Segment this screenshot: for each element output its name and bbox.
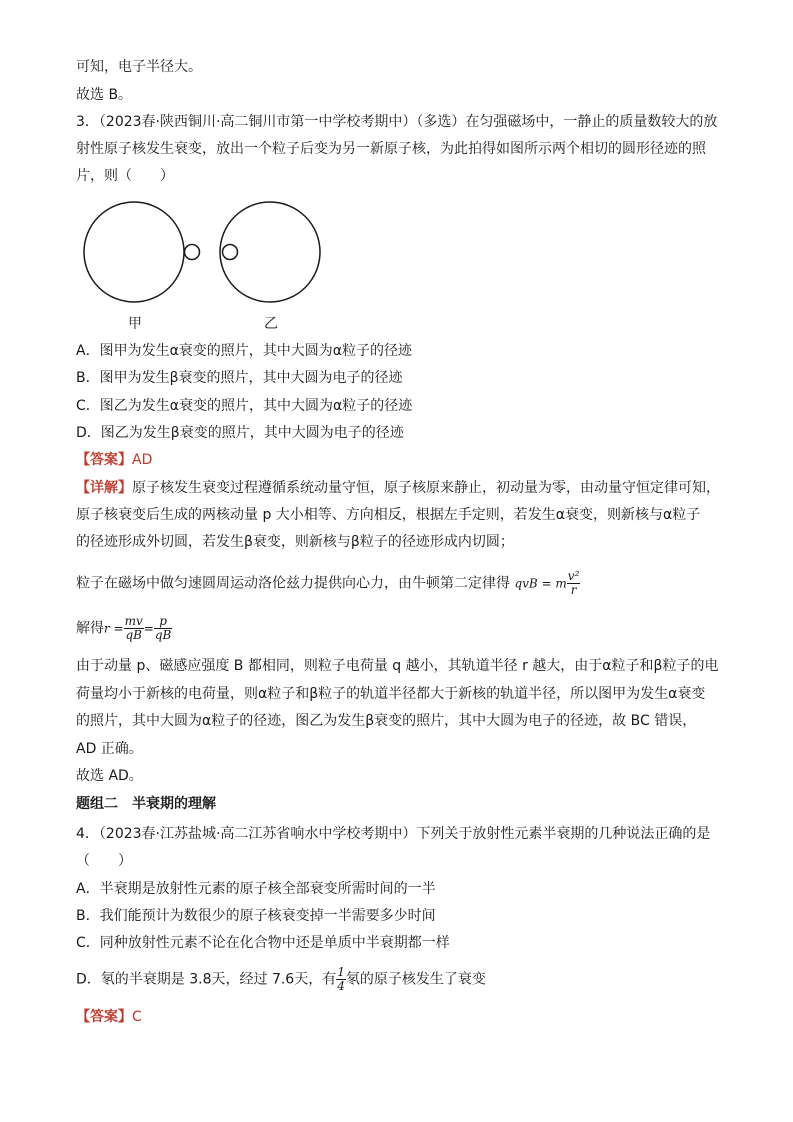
detail-tag: 【详解】 xyxy=(76,480,132,496)
fraction-denominator: qB xyxy=(125,628,142,642)
q4-answer xyxy=(76,1008,142,1026)
fraction-denominator: r xyxy=(570,583,577,597)
q4-option-c: C．同种放射性元素不论在化合物中还是单质中半衰期都一样 xyxy=(76,935,450,951)
fraction-denominator: qB xyxy=(154,628,172,642)
q3-option-a: A．图甲为发生α衰变的照片，其中大圆为α粒子的径迹 xyxy=(76,343,413,359)
fraction-numerator: v² xyxy=(567,569,580,583)
q4-stem-line-2: （ ） xyxy=(76,853,132,869)
figure-a-large-circle xyxy=(84,202,184,302)
equation-equals: = xyxy=(143,621,154,636)
q3-detail-line-3: 的径迹形成外切圆，若发生β衰变，则新核与β粒子的径迹形成内切圆； xyxy=(76,534,514,550)
q3-detail-line-1 xyxy=(76,479,720,497)
q3-answer xyxy=(76,451,152,469)
detail-text-4: 粒子在磁场中做匀速圆周运动洛伦兹力提供向心力，由牛顿第二定律得 xyxy=(76,575,510,592)
figure-b-label: 乙 xyxy=(264,316,278,332)
equation-radius-fraction-2 xyxy=(154,615,173,642)
q3-detail-line-7: 的照片，其中大圆为α粒子的径迹，图乙为发生β衰变的照片，其中大圆为电子的径迹，故 BC 错误， xyxy=(76,713,697,729)
answer-tag: 【答案】 xyxy=(76,452,132,468)
figure-a-label: 甲 xyxy=(128,316,142,332)
figure-a-small-circle xyxy=(185,245,200,260)
answer-value: AD xyxy=(132,452,153,468)
tangent-circles-figure xyxy=(80,196,330,336)
q3-detail-line-8: AD 正确。 xyxy=(76,741,143,757)
equation-newton-lhs: qvB = m xyxy=(514,576,567,591)
figure-b-large-circle xyxy=(220,202,320,302)
q3-solve-line xyxy=(76,615,172,642)
option-d-prefix: D．氡的半衰期是 3.8天，经过 7.6天，有 xyxy=(76,971,337,988)
q3-conclusion: 故选 AD。 xyxy=(76,768,143,784)
q3-stem-line-2: 射性原子核发生衰变，放出一个粒子后变为另一新原子核，为此拍得如图所示两个相切的圆形径迹的照 xyxy=(76,141,706,157)
fraction-numerator: 1 xyxy=(337,965,345,979)
fraction-numerator: p xyxy=(154,615,173,629)
equation-radius-r: r = xyxy=(104,621,124,636)
solve-prefix: 解得 xyxy=(76,620,104,637)
q4-stem-line-1: 4．（2023春·江苏盐城·高二江苏省响水中学校考期中）下列关于放射性元素半衰期的几种说法正确的是 xyxy=(76,826,711,842)
q3-option-c: C．图乙为发生α衰变的照片，其中大圆为α粒子的径迹 xyxy=(76,398,413,414)
answer-tag: 【答案】 xyxy=(76,1009,132,1025)
q3-stem-line-1: 3．（2023春·陕西铜川·高二铜川市第一中学校考期中）（多选）在匀强磁场中，一静止的质量数较大的放 xyxy=(76,114,718,130)
prev-conclusion: 故选 B。 xyxy=(76,87,133,103)
option-d-fraction xyxy=(336,966,346,993)
option-d-suffix: 氡的原子核发生了衰变 xyxy=(345,971,486,988)
group-heading: 题组二 半衰期的理解 xyxy=(76,796,216,812)
q3-detail-line-5: 由于动量 p、磁感应强度 B 都相同，则粒子电荷量 q 越小，其轨道半径 r 越大，由于α粒子和β粒子的电 xyxy=(76,658,719,674)
fraction-numerator: mv xyxy=(124,614,143,628)
q4-option-a: A．半衰期是放射性元素的原子核全部衰变所需时间的一半 xyxy=(76,881,436,897)
q3-stem-line-3: 片，则（ ） xyxy=(76,168,174,184)
prev-answer-line: 可知，电子半径大。 xyxy=(76,59,202,75)
q3-detail-line-6: 荷量均小于新核的电荷量，则α粒子和β粒子的轨道半径都大于新核的轨道半径，所以图甲为发生α衰变 xyxy=(76,686,706,702)
figure-b-small-circle xyxy=(223,245,238,260)
equation-radius-fraction-1 xyxy=(124,615,144,642)
q4-option-b: B．我们能预计为数很少的原子核衰变掉一半需要多少时间 xyxy=(76,908,436,924)
q3-detail-line-4 xyxy=(76,570,580,597)
equation-newton-fraction xyxy=(567,570,581,597)
q3-detail-line-2: 原子核衰变后生成的两核动量 p 大小相等、方向相反，根据左手定则，若发生α衰变，则新核与α粒子 xyxy=(76,507,701,523)
detail-text-1: 原子核发生衰变过程遵循系统动量守恒，原子核原来静止，初动量为零，由动量守恒定律可知， xyxy=(132,480,720,496)
q4-option-d xyxy=(76,966,486,993)
answer-value: C xyxy=(132,1009,142,1025)
fraction-denominator: 4 xyxy=(337,979,345,993)
q3-option-d: D．图乙为发生β衰变的照片，其中大圆为电子的径迹 xyxy=(76,425,404,441)
q3-option-b: B．图甲为发生β衰变的照片，其中大圆为电子的径迹 xyxy=(76,370,403,386)
